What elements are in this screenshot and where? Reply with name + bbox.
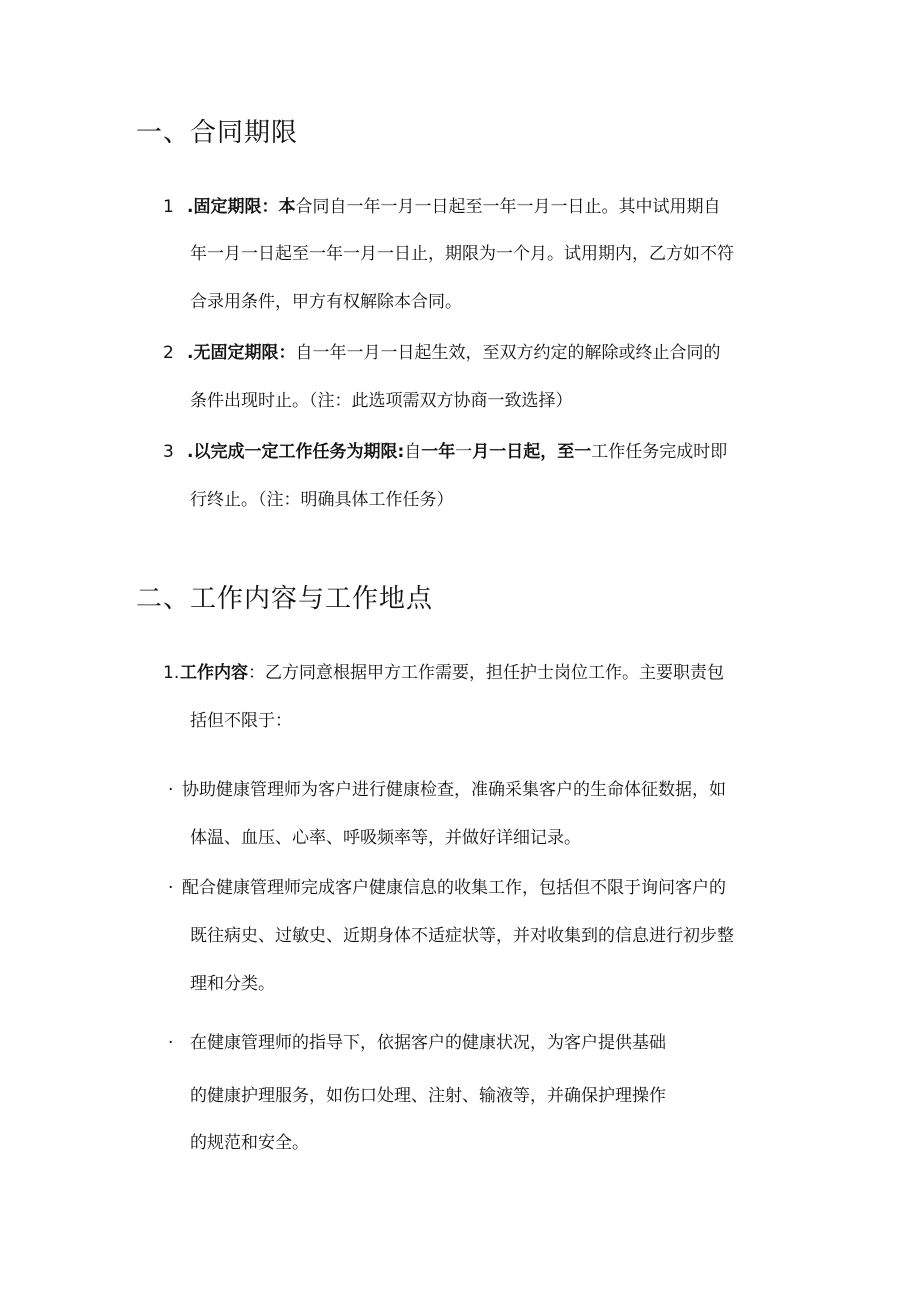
item-label-work-content: 工作内容 (180, 663, 248, 683)
bullet-3-line3: 的规范和安全。 (190, 1133, 309, 1153)
bold-word: 本 (278, 197, 296, 217)
bullet-1-line1: 协助健康管理师为客户进行健康检查，准确采集客户的生命体征数据，如 (182, 780, 726, 800)
item-dot: . (187, 197, 194, 217)
item-label-fixed-term: 固定期限： (193, 197, 279, 217)
bullet-3-line2: 的健康护理服务，如伤口处理、注射、输液等，并确保护理操作 (190, 1086, 666, 1106)
item-task-term-line1 (187, 440, 727, 464)
item-label-task-term: 以完成一定工作任务为期限: (193, 442, 405, 462)
bullet-1-line2: 体温、血压、心率、呼吸频率等，并做好详细记录。 (190, 828, 581, 848)
item-task-term-line2: 行终止。（注：明确具体工作任务） (190, 490, 454, 510)
bullet-2-line2: 既往病史、过敏史、近期身体不适症状等，并对收集到的信息进行初步整 (190, 926, 734, 946)
paragraph-text: 自一年一月一日起生效，至双方约定的解除或终止合同的 (295, 343, 721, 363)
bullet-dot: · (168, 1033, 174, 1053)
item-fixed-term-line2: 年一月一日起至一年一月一日止，期限为一个月。试用期内，乙方如不符 (190, 244, 734, 264)
bullet-2-line1: 配合健康管理师完成客户健康信息的收集工作，包括但不限于询问客户的 (182, 878, 726, 898)
bullet-dot: · (168, 878, 174, 898)
bullet-3-line1: 在健康管理师的指导下，依据客户的健康状况，为客户提供基础 (190, 1033, 666, 1053)
item-work-content-line1 (180, 661, 724, 685)
paragraph-text: 工作任务完成时即 (591, 442, 728, 462)
item-fixed-term-line3: 合录用条件，甲方有权解除本合同。 (190, 292, 462, 312)
section-heading-work-content: 二、工作内容与工作地点 (136, 584, 434, 614)
item-open-term-line1 (187, 341, 720, 365)
paragraph-text: ：乙方同意根据甲方工作需要，担任护士岗位工作。主要职责包 (248, 663, 724, 683)
item-fixed-term-line1 (187, 195, 720, 219)
bullet-2-line3: 理和分类。 (190, 974, 275, 994)
section-heading-contract-term: 一、合同期限 (136, 118, 299, 148)
item-work-content-line2: 括但不限于： (190, 711, 292, 731)
item-dot: . (187, 442, 194, 462)
item-number: 1 (163, 197, 174, 217)
bold-text: 一年 (421, 442, 456, 462)
bold-text: 月一日起，至一 (472, 442, 592, 462)
bullet-dot: · (168, 780, 174, 800)
item-label-open-term: 无固定期限： (193, 343, 296, 363)
paragraph-text: 合同自一年一月一日起至一年一月一日止。其中试用期自 (295, 197, 721, 217)
paragraph-text: 一 (455, 442, 473, 462)
item-open-term-line2: 条件出现时止。（注：此选项需双方协商一致选择） (190, 391, 573, 411)
item-dot: . (187, 343, 194, 363)
item-number: 3 (163, 442, 174, 462)
paragraph-text: 自 (404, 442, 422, 462)
item-number: 1. (163, 663, 180, 683)
item-number: 2 (163, 343, 174, 363)
